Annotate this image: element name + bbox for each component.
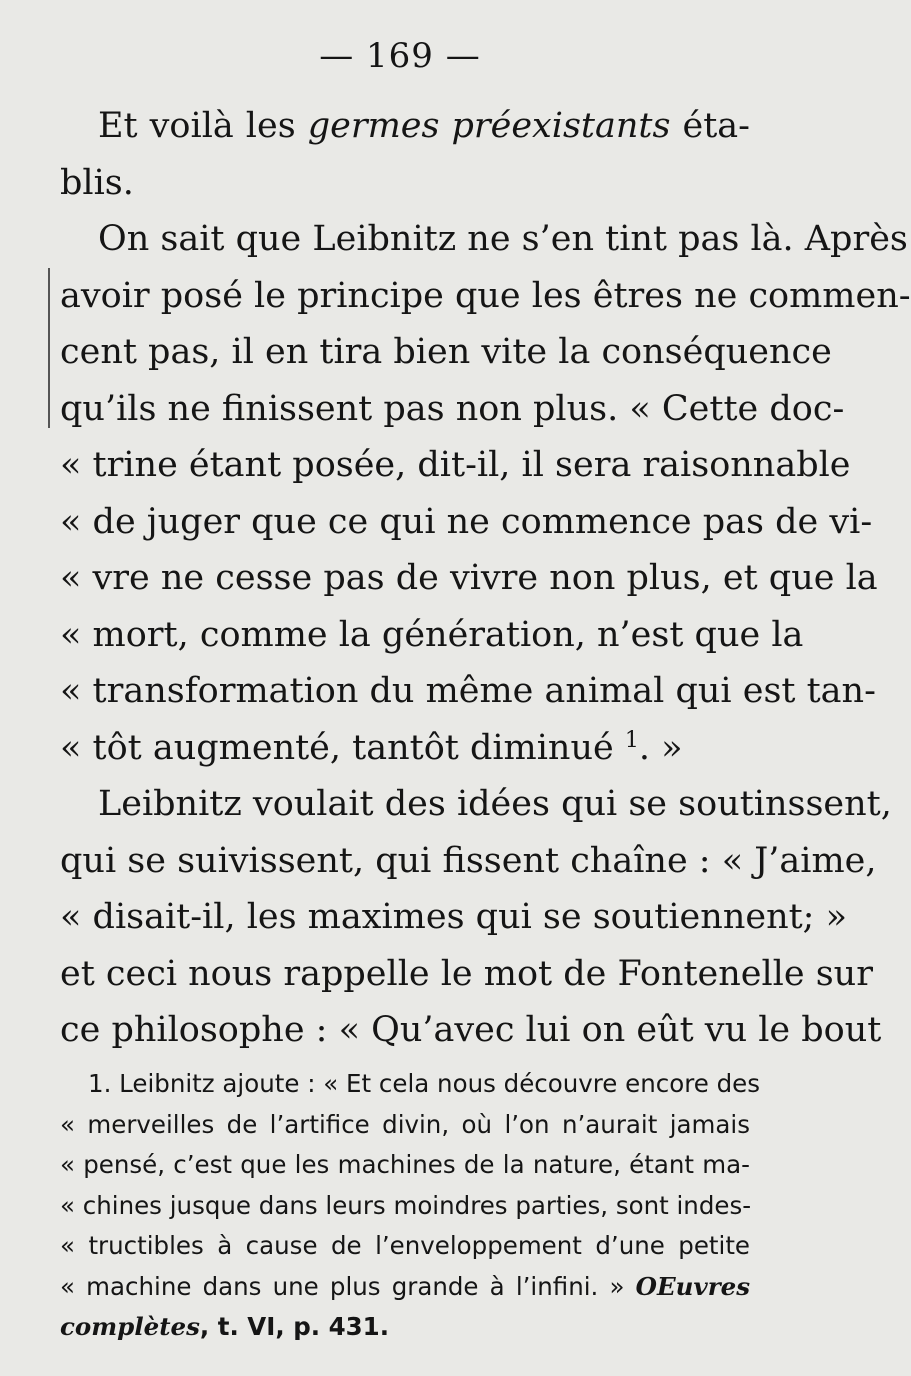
text-line: « de juger que ce qui ne commence pas de vi-: [60, 501, 873, 542]
footnote-reference[interactable]: 1: [624, 727, 639, 753]
text-line: qu’ils ne finissent pas non plus. « Cette doc-: [60, 388, 845, 429]
text-fragment: éta-: [682, 106, 750, 146]
footnote: [60, 1064, 761, 1348]
text-fragment: « tôt augmenté, tantôt diminué: [60, 727, 614, 768]
text-line: On sait que Leibnitz ne s’en tint pas là. Après: [98, 219, 908, 259]
text-line: qui se suivissent, qui fissent chaîne : « J’aime,: [60, 840, 877, 881]
margin-mark: [48, 268, 50, 428]
page-number: — 169 —: [319, 36, 481, 76]
text-line: Leibnitz voulait des idées qui se soutinssent,: [98, 784, 892, 824]
footnote-line: « merveilles de l’artifice divin, où l’on n’aurait jamais: [60, 1109, 750, 1139]
text-line: [60, 720, 750, 777]
text-line: [60, 98, 750, 155]
footnote-line: « pensé, c’est que les machines de la nature, étant ma-: [60, 1150, 750, 1179]
main-text: [60, 98, 911, 1059]
text-line: blis.: [60, 162, 134, 203]
text-fragment: « machine dans une plus grande à l’infini. »: [60, 1271, 625, 1301]
work-title: complètes: [60, 1312, 200, 1341]
text-line: « trine étant posée, dit-il, il sera raisonnable: [60, 445, 851, 485]
citation-reference: , t. VI, p. 431.: [199, 1312, 390, 1341]
footnote-line: [60, 1267, 750, 1308]
text-line: avoir posé le principe que les êtres ne commen-: [60, 275, 911, 316]
footnote-line: [60, 1307, 750, 1348]
text-fragment: . »: [638, 727, 683, 768]
text-line: « transformation du même animal qui est tan-: [60, 671, 876, 711]
text-line: ce philosophe : « Qu’avec lui on eût vu le bout: [60, 1010, 882, 1050]
footnote-line: « chines jusque dans leurs moindres parties, sont indes-: [60, 1190, 752, 1220]
text-line: cent pas, il en tira bien vite la conséquence: [60, 332, 832, 372]
footnote-line: 1. Leibnitz ajoute : « Et cela nous découvre encore des: [88, 1069, 761, 1098]
footnote-line: « tructibles à cause de l’enveloppement d’une petite: [60, 1231, 750, 1260]
text-fragment: Et voilà les: [98, 106, 296, 146]
italic-phrase: germes préexistants: [307, 106, 671, 146]
work-title: OEuvres: [635, 1271, 750, 1301]
text-line: « disait-il, les maximes qui se soutiennent; »: [60, 897, 848, 937]
text-line: et ceci nous rappelle le mot de Fontenelle sur: [60, 953, 873, 994]
text-line: « mort, comme la génération, n’est que la: [60, 614, 804, 655]
text-line: « vre ne cesse pas de vivre non plus, et que la: [60, 558, 878, 598]
